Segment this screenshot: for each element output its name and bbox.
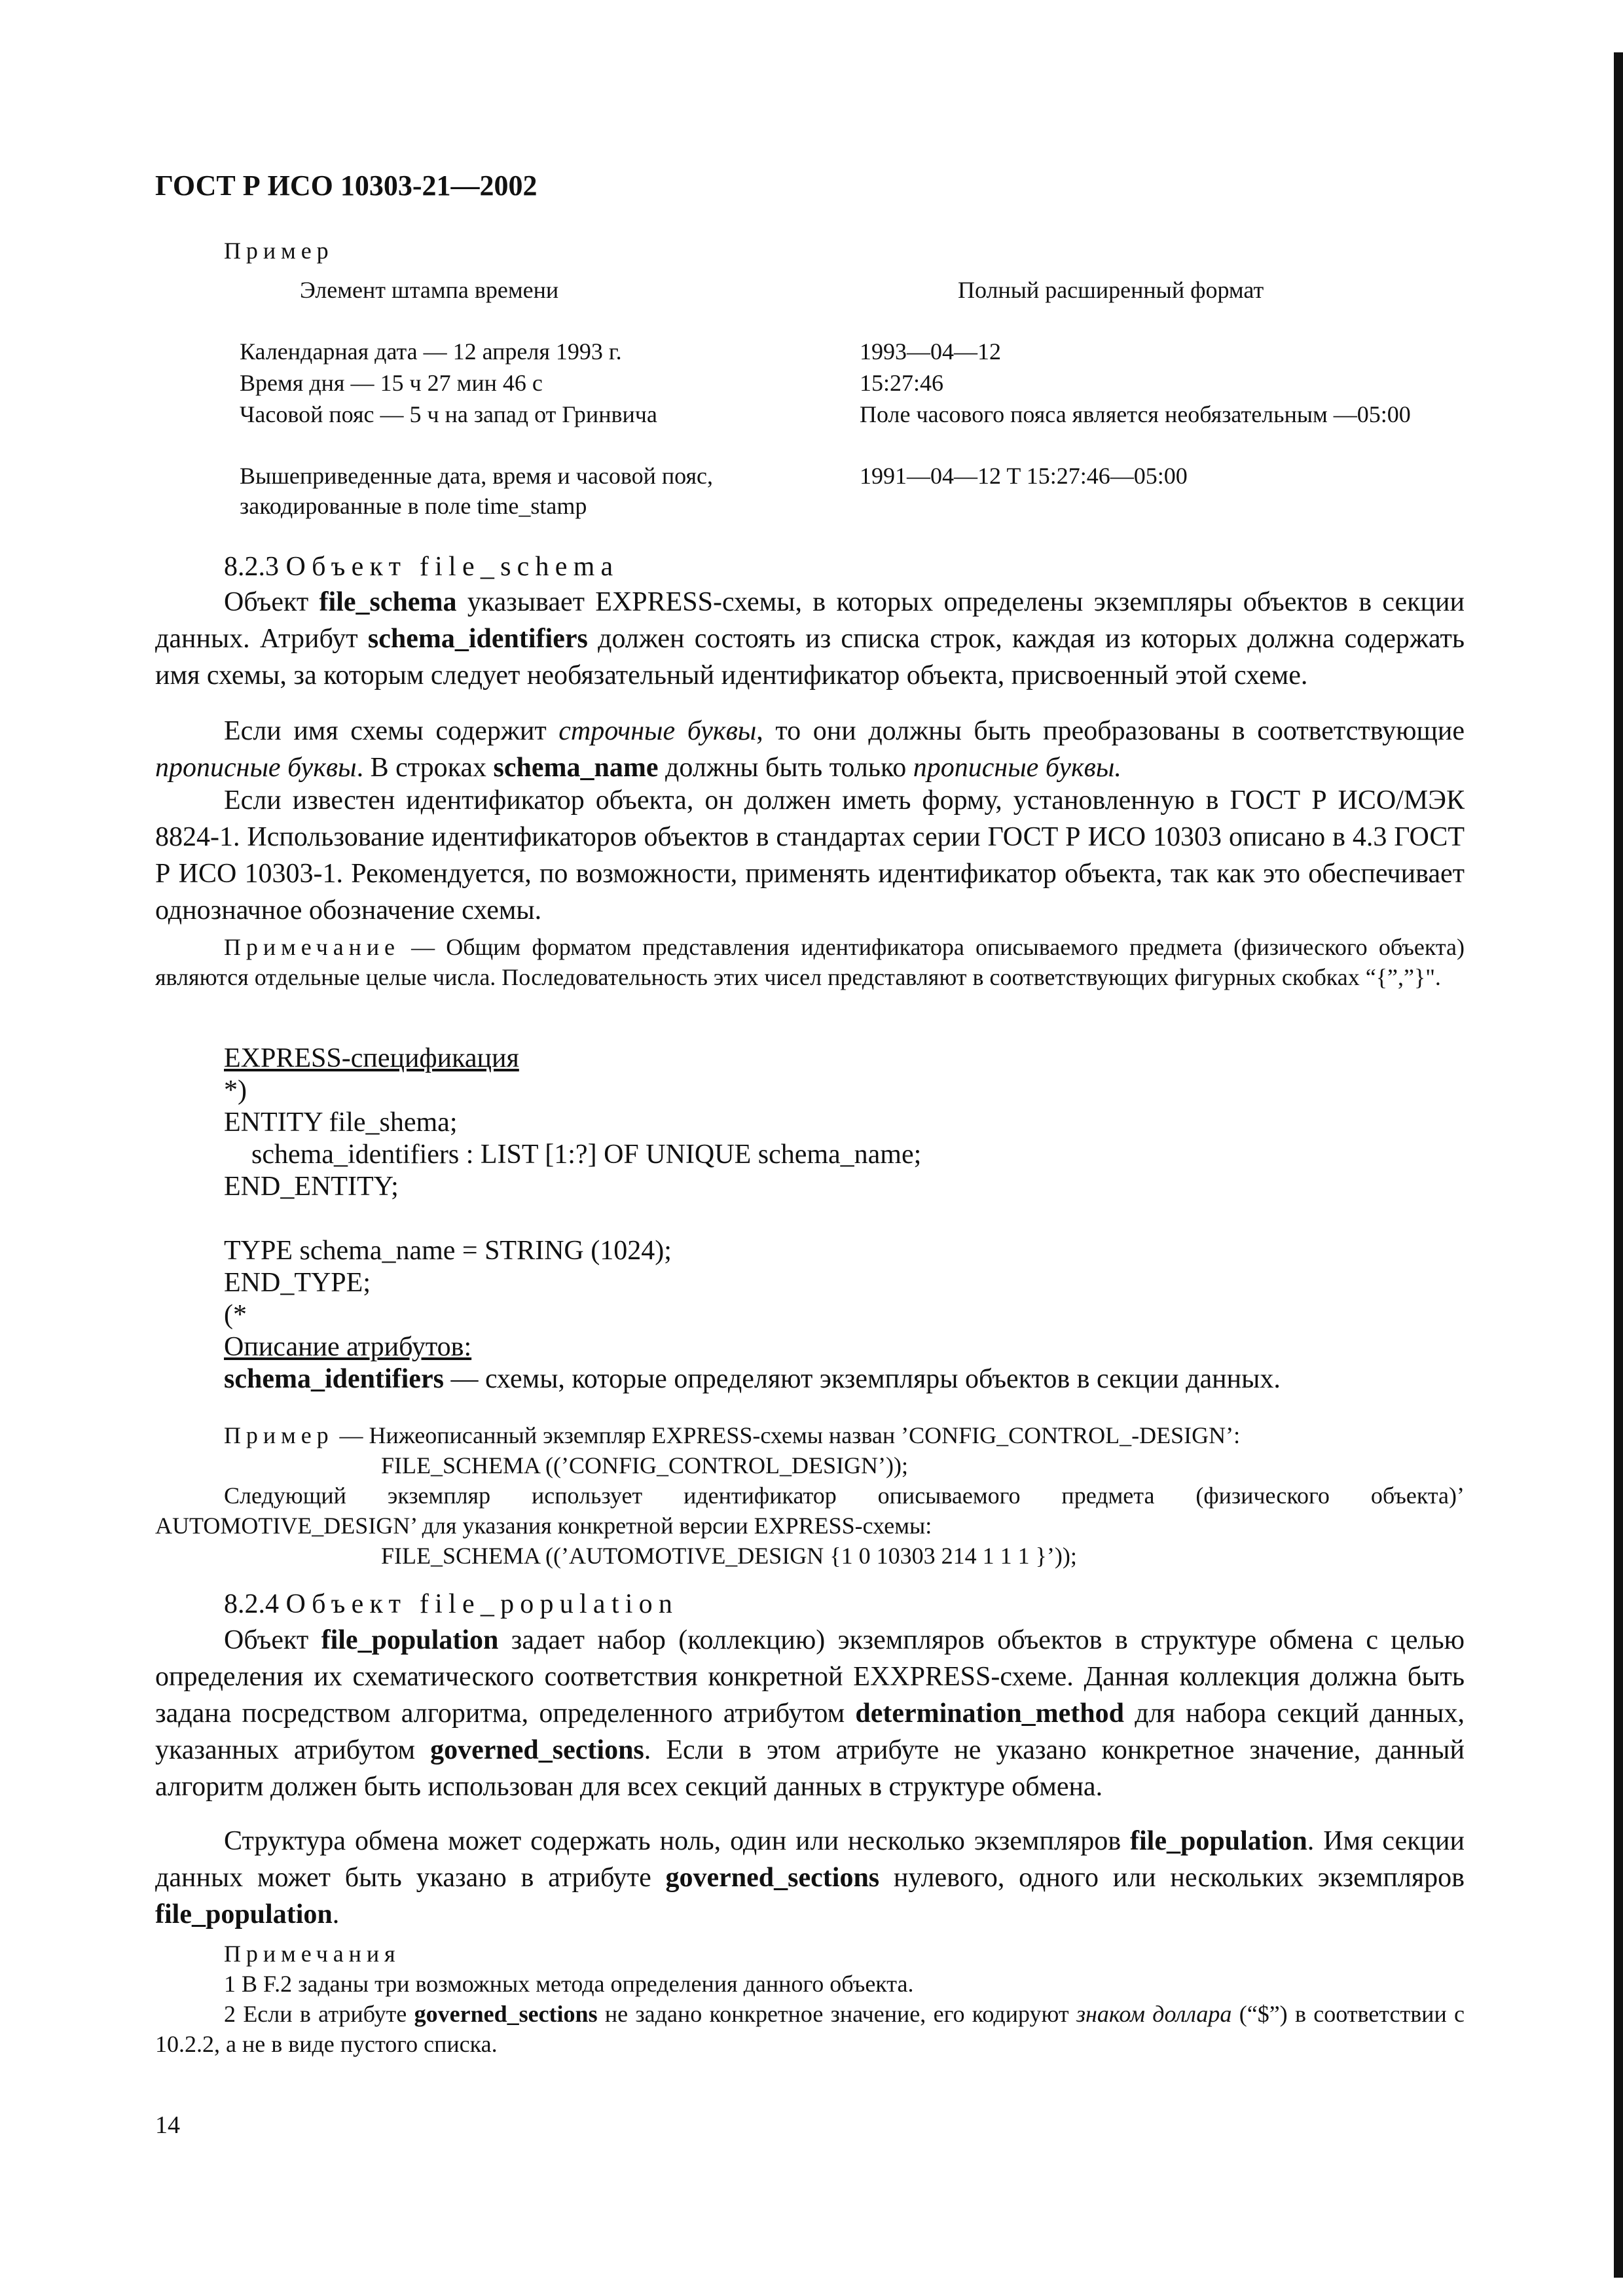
code-line: (* <box>224 1300 247 1330</box>
table-cell: 1991—04—12 T 15:27:46—05:00 <box>860 463 1188 489</box>
code-line: END_TYPE; <box>224 1268 371 1298</box>
table-col2-header: Полный расширенный формат <box>958 277 1264 303</box>
code-line: *) <box>224 1075 247 1105</box>
code-line: TYPE schema_name = STRING (1024); <box>224 1236 672 1266</box>
table-row: Время дня — 15 ч 27 мин 46 с <box>240 370 543 396</box>
notes-label: Примечания <box>224 1941 401 1967</box>
code-line: END_ENTITY; <box>224 1172 399 1202</box>
scan-edge-bar <box>1614 52 1623 2278</box>
example-note: Пример — Нижеописанный экземпляр EXPRESS-схемы назван ’CONFIG_CONTROL_-DESIGN’: <box>224 1422 1241 1448</box>
table-row: Календарная дата — 12 апреля 1993 г. <box>240 338 622 365</box>
section-8-2-3-title <box>155 548 1465 585</box>
paragraph: Структура обмена может содержать ноль, один или несколько экземпляров file_population. Имя секции данных может быть указано в атрибуте governed_sections нулевого, одного или нескольких экземпляров file_population. <box>155 1826 1465 1929</box>
table-cell: Поле часового пояса является необязательным —05:00 <box>860 401 1411 427</box>
section-number: 8.2.4 <box>224 1589 279 1619</box>
paragraph: Объект file_schema указывает EXPRESS-схемы, в которых определены экземпляры объектов в секции данных. Атрибут schema_identifiers должен состоять из списка строк, каждая из которых должна содержать имя схемы, за которым следует необязательный идентификатор объекта, присвоенный этой схеме. <box>155 587 1465 691</box>
paragraph: Объект file_population задает набор (коллекцию) экземпляров объектов в структуре обмена с целью определения их схематического соответствия конкретной EXXPRESS-схеме. Данная коллекция должна быть задана посредством алгоритма, определенного атрибутом determination_method для набора секций данных, указанных атрибутом governed_sections. Если в этом атрибуте не указано конкретное значение, данный алгоритм должен быть использован для всех секций данных в структуре обмена. <box>155 1625 1465 1802</box>
example-code: FILE_SCHEMA ((’AUTOMOTIVE_DESIGN {1 0 10303 214 1 1 1 }’)); <box>381 1543 1077 1569</box>
table-row: Вышеприведенные дата, время и часовой пояс, закодированные в поле time_stamp <box>240 463 714 519</box>
express-spec-title: EXPRESS-спецификация <box>224 1043 519 1073</box>
page-number: 14 <box>155 2111 180 2139</box>
document-header: ГОСТ Р ИСО 10303-21—2002 <box>155 170 538 202</box>
section-number: 8.2.3 <box>224 552 279 582</box>
example-code: FILE_SCHEMA ((’CONFIG_CONTROL_DESIGN’)); <box>381 1452 908 1479</box>
attributes-title: Описание атрибутов: <box>224 1332 472 1362</box>
section-8-2-4-title <box>155 1586 1465 1623</box>
paragraph: Если известен идентификатор объекта, он должен иметь форму, установленную в ГОСТ Р ИСО/МЭК 8824-1. Использование идентификаторов объектов в стандартах серии ГОСТ Р ИСО 10303 описано в 4.3 ГОСТ Р ИСО 10303-1. Рекомендуется, по возможности, применять идентификатор объекта, так как это обеспечивает однозначное обозначение схемы. <box>155 785 1465 925</box>
section-title: Объект file_schema <box>285 552 619 582</box>
attribute-description: schema_identifiers — схемы, которые определяют экземпляры объектов в секции данных. <box>224 1364 1281 1394</box>
note-item: 1 В F.2 заданы три возможных метода определения данного объекта. <box>224 1971 914 1997</box>
table-row: Часовой пояс — 5 ч на запад от Гринвича <box>240 401 657 427</box>
code-line: schema_identifiers : LIST [1:?] OF UNIQUE schema_name; <box>224 1139 922 1170</box>
code-line: ENTITY file_shema; <box>224 1107 458 1138</box>
note: Примечание — Общим форматом представления идентификатора описываемого предмета (физического объекта) являются отдельные целые числа. Последовательность этих чисел представляют в соответствующих фигурных скобках “{”,”}". <box>155 934 1465 990</box>
note-item: 2 Если в атрибуте governed_sections не задано конкретное значение, его кодируют знаком доллара (“$”) в соответствии с 10.2.2, а не в виде пустого списка. <box>155 2001 1465 2057</box>
table-col1-header: Элемент штампа времени <box>300 277 559 303</box>
section-title: Объект file_population <box>285 1589 679 1619</box>
table-cell: 15:27:46 <box>860 370 944 396</box>
paragraph: Если имя схемы содержит строчные буквы, то они должны быть преобразованы в соответствующие прописные буквы. В строках schema_name должны быть только прописные буквы. <box>155 716 1465 783</box>
example-note: Следующий экземпляр использует идентификатор описываемого предмета (физического объекта)’ AUTOMOTIVE_DESIGN’ для указания конкретной версии EXPRESS-схемы: <box>155 1482 1465 1539</box>
example-label: Пример <box>224 238 334 264</box>
table-cell: 1993—04—12 <box>860 338 1001 365</box>
